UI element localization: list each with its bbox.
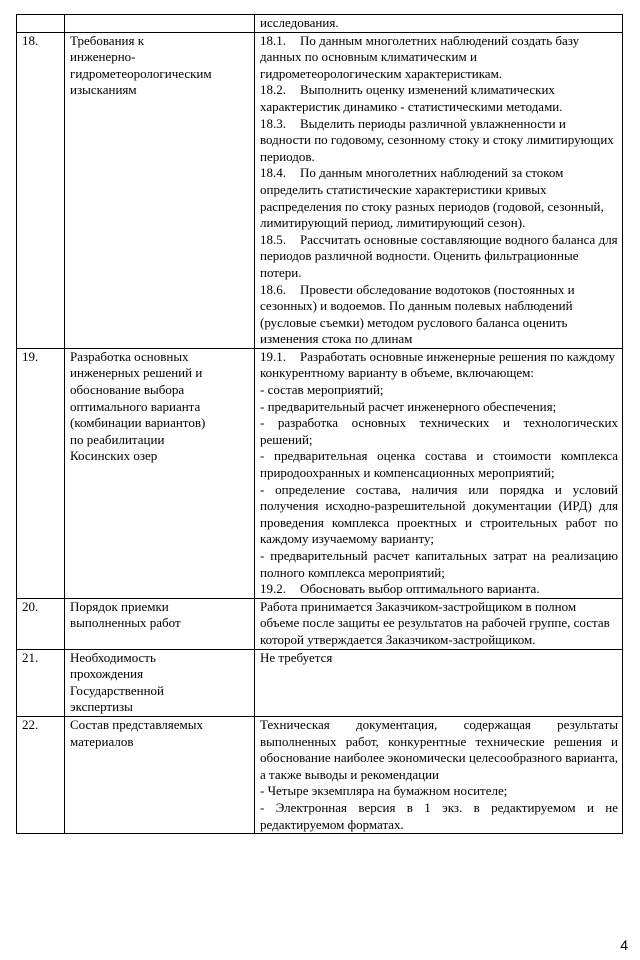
row-body: [255, 716, 623, 833]
item-text: Выполнить оценку изменений климатических характеристик динамико - статистическими методами.: [260, 82, 563, 114]
row-number: [17, 15, 65, 33]
list-item: [260, 282, 618, 348]
item-number: 18.5.: [260, 231, 286, 247]
item-number: 19.1.: [260, 348, 286, 364]
row-body: Работа принимается Заказчиком-застройщиком в полном объеме после защиты ее результатов на рабочей группе, состав которой утверждается Заказчиком-застройщиком.: [255, 598, 623, 649]
row-number: 22.: [17, 716, 65, 833]
row-name-line: Требования к: [70, 32, 145, 48]
row-name-line: Состав представляемых: [70, 716, 203, 732]
list-item: [260, 165, 618, 231]
item-text: Разработать основные инженерные решения по каждому конкурентному варианту в объеме, включающем:: [260, 348, 616, 381]
row-name-line: Необходимость: [70, 649, 156, 665]
row-name-line: (комбинации вариантов): [70, 415, 206, 431]
list-item: [260, 232, 618, 282]
list-item: [260, 116, 618, 166]
row-body: исследования.: [255, 15, 623, 33]
item-text: Рассчитать основные составляющие водного баланса для периодов различной водности. Оценить фильтрационные потери.: [260, 231, 618, 280]
row-name-line: выполненных работ: [70, 615, 181, 631]
table-row-22: [17, 716, 623, 833]
bullet-item: - Четыре экземпляра на бумажном носителе;: [260, 783, 508, 799]
row-name: [65, 716, 255, 833]
requirements-table: [16, 14, 623, 834]
row-name-line: материалов: [70, 733, 134, 749]
row-body: [255, 32, 623, 348]
bullet-item: - разработка основных технических и технологических решений;: [260, 415, 618, 447]
list-item: [260, 33, 618, 83]
item-number: 19.2.: [260, 581, 286, 597]
item-text: Выделить периоды различной увлажненности и водности по годовому, сезонному стоку и стоку лимитирующих периодов.: [260, 115, 614, 164]
list-item: [260, 82, 618, 115]
row-name: [65, 649, 255, 716]
item-text: По данным многолетних наблюдений за стоком определить статистические характеристики кривых распределения по стоку разных периодов (годовой, сезонный, лимитирующий период, лимитирующий сезон).: [260, 165, 604, 231]
item-text: Провести обследование водотоков (постоянных и сезонных) и водоемов. По данным полевых наблюдений (русловые съемки) методом руслового баланса оценить изменения стока по длинам: [260, 281, 575, 347]
row-name-line: инженерно-: [70, 49, 136, 65]
page-number: 4: [620, 937, 628, 953]
table-row-20: [17, 598, 623, 649]
bullet-item: - предварительная оценка состава и стоимости комплекса природоохранных и компенсационных мероприятий;: [260, 448, 618, 481]
row-number: 20.: [17, 598, 65, 649]
row-name-line: Косинских озер: [70, 448, 158, 464]
bullet-item: - предварительный расчет капитальных затрат на реализацию полного комплекса мероприятий;: [260, 548, 618, 580]
row-name-line: оптимального варианта: [70, 398, 201, 414]
row-name-line: Порядок приемки: [70, 598, 169, 614]
list-item: [260, 349, 618, 382]
row-name-line: обоснование выбора: [70, 382, 185, 398]
bullet-item: - предварительный расчет инженерного обеспечения;: [260, 398, 557, 414]
row-name-line: Разработка основных: [70, 348, 189, 364]
table-row-continuation: [17, 15, 623, 33]
row-name-line: изысканиям: [70, 82, 137, 98]
table-row-21: [17, 649, 623, 716]
row-name-line: Государственной: [70, 682, 165, 698]
row-name-line: инженерных решений и: [70, 365, 203, 381]
table-row-19: [17, 348, 623, 598]
item-number: 18.1.: [260, 32, 286, 48]
row-number: 21.: [17, 649, 65, 716]
item-text: Обосновать выбор оптимального варианта.: [300, 581, 540, 597]
row-name-line: по реабилитации: [70, 431, 165, 447]
table-row-18: [17, 32, 623, 348]
row-body: [255, 348, 623, 598]
row-body: Не требуется: [255, 649, 623, 716]
row-name-line: прохождения: [70, 666, 144, 682]
item-number: 18.2.: [260, 82, 286, 98]
row-name: [65, 32, 255, 348]
row-name-line: экспертизы: [70, 699, 133, 715]
row-number: 18.: [17, 32, 65, 348]
row-name: [65, 15, 255, 33]
item-text: По данным многолетних наблюдений создать базу данных по основным климатическим и гидрометеорологическим характеристикам.: [260, 32, 580, 81]
item-number: 18.3.: [260, 115, 286, 131]
item-number: 18.4.: [260, 165, 286, 181]
row-body-text: Техническая документация, содержащая результаты выполненных работ, конкурентные технические решения и обоснование наиболее экономически целесообразного варианта, а также выводы и рекомендации: [260, 716, 618, 782]
row-number: 19.: [17, 348, 65, 598]
row-name: [65, 348, 255, 598]
item-number: 18.6.: [260, 281, 286, 297]
bullet-item: - определение состава, наличия или порядка и условий получения исходно-разрешительной документации (ИРД) для проведения комплекса проектных и строительных работ по каждому изучаемому варианту;: [260, 481, 618, 547]
bullet-item: - состав мероприятий;: [260, 382, 384, 398]
row-name: [65, 598, 255, 649]
list-item: [260, 581, 618, 598]
row-name-line: гидрометеорологическим: [70, 65, 212, 81]
bullet-item: - Электронная версия в 1 экз. в редактируемом и не редактируемом форматах.: [260, 799, 618, 832]
